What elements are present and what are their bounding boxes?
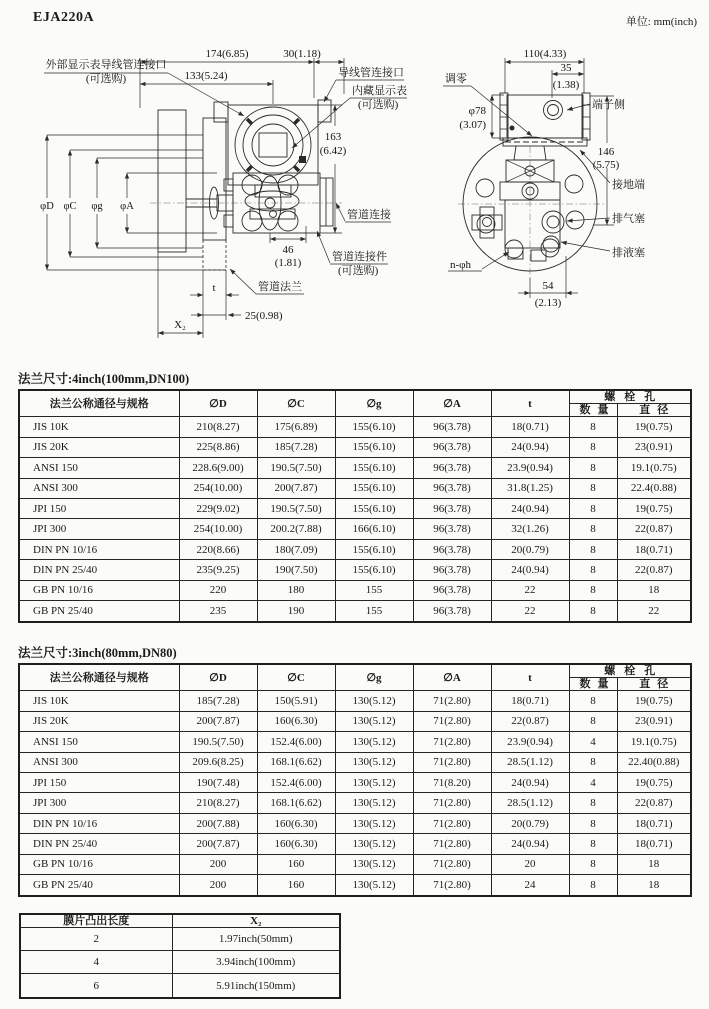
row-label-cell: GB PN 10/16	[19, 854, 179, 874]
page-title: EJA220A	[33, 10, 95, 25]
value-cell: 71(2.80)	[413, 732, 491, 752]
value-cell: 18(0.71)	[491, 417, 569, 437]
value-cell: 8	[569, 834, 617, 854]
row-label-cell: JIS 20K	[19, 437, 179, 457]
label-pipe-adapter: 管道连接件	[332, 251, 387, 263]
value-cell: 130(5.12)	[335, 834, 413, 854]
value-cell: 155	[335, 580, 413, 600]
value-cell: 24(0.94)	[491, 834, 569, 854]
value-cell: 152.4(6.00)	[257, 732, 335, 752]
value-cell: 130(5.12)	[335, 732, 413, 752]
dim-25: 25(0.98)	[245, 310, 283, 322]
value-cell: 19.1(0.75)	[617, 458, 691, 478]
row-label-cell: JPI 150	[19, 773, 179, 793]
row-label-cell: ANSI 150	[19, 732, 179, 752]
row-label-cell: ANSI 300	[19, 478, 179, 498]
value-cell: 220(8.66)	[179, 539, 257, 559]
value-cell: 160	[257, 854, 335, 874]
value-cell: 18	[617, 875, 691, 896]
value-cell: 130(5.12)	[335, 793, 413, 813]
value-cell: 24	[491, 875, 569, 896]
col-header-d: ∅D	[179, 390, 257, 417]
value-cell: 235	[179, 601, 257, 622]
value-cell: 155(6.10)	[335, 539, 413, 559]
col-header-x2: X₂	[172, 914, 340, 928]
row-label-cell: JIS 10K	[19, 691, 179, 711]
value-cell: 185(7.28)	[257, 437, 335, 457]
dim-146-in: (5.75)	[592, 159, 620, 171]
dim-133: 133(5.24)	[184, 70, 228, 82]
dim-phi78-in: (3.07)	[459, 119, 486, 131]
value-cell: 8	[569, 519, 617, 539]
value-cell: 23(0.91)	[617, 437, 691, 457]
label-zero-adjust: 调零	[445, 73, 467, 85]
col-header-a: ∅A	[413, 664, 491, 691]
dim-110: 110(4.33)	[523, 48, 567, 60]
diaphragm-extension-table-body	[20, 928, 340, 998]
value-cell: 168.1(6.62)	[257, 752, 335, 772]
row-label-cell: JPI 300	[19, 793, 179, 813]
flange-table-3inch	[18, 663, 692, 897]
value-cell: 8	[569, 458, 617, 478]
value-cell: 130(5.12)	[335, 711, 413, 731]
table-row	[19, 519, 691, 539]
dim-54: 54	[542, 280, 554, 292]
value-cell: 24(0.94)	[491, 437, 569, 457]
value-cell: 71(2.80)	[413, 813, 491, 833]
lock-screw	[299, 156, 306, 163]
dim-163: 163	[324, 131, 342, 143]
value-cell: 96(3.78)	[413, 601, 491, 622]
front-view-dimensions	[459, 48, 619, 309]
side-view-callouts	[44, 57, 407, 294]
label-built-in-indicator: 内藏显示表	[352, 85, 407, 97]
diaphragm-extension-table	[19, 913, 341, 999]
value-cell: 23.9(0.94)	[491, 732, 569, 752]
col-header-qty: 数量	[569, 404, 617, 417]
value-cell: 22.4(0.88)	[617, 478, 691, 498]
value-cell: 71(2.80)	[413, 711, 491, 731]
value-cell: 71(2.80)	[413, 793, 491, 813]
label-pipe-flange: 管道法兰	[258, 281, 302, 293]
col-header-c: ∅C	[257, 664, 335, 691]
pipe-flange-plate	[158, 110, 233, 270]
front-manifold	[472, 146, 564, 261]
value-cell: 200(7.87)	[179, 711, 257, 731]
row-label-cell: 4	[20, 951, 172, 974]
side-view-dimensions	[40, 48, 346, 338]
table-row	[19, 478, 691, 498]
value-cell: 254(10.00)	[179, 478, 257, 498]
value-cell: 1.97inch(50mm)	[172, 928, 340, 951]
value-cell: 8	[569, 580, 617, 600]
value-cell: 71(2.80)	[413, 752, 491, 772]
value-cell: 130(5.12)	[335, 854, 413, 874]
value-cell: 180	[257, 580, 335, 600]
table2-title: 法兰尺寸:3inch(80mm,DN80)	[18, 646, 177, 660]
value-cell: 200(7.88)	[179, 813, 257, 833]
value-cell: 20(0.79)	[491, 813, 569, 833]
table-row	[20, 928, 340, 951]
value-cell: 22(0.87)	[617, 560, 691, 580]
transmitter-front-view	[443, 48, 645, 309]
row-label-cell: ANSI 150	[19, 458, 179, 478]
col-header-g: ∅g	[335, 664, 413, 691]
value-cell: 155(6.10)	[335, 560, 413, 580]
value-cell: 152.4(6.00)	[257, 773, 335, 793]
value-cell: 8	[569, 752, 617, 772]
table-row	[19, 601, 691, 622]
value-cell: 19(0.75)	[617, 417, 691, 437]
value-cell: 23(0.91)	[617, 711, 691, 731]
value-cell: 180(7.09)	[257, 539, 335, 559]
flange-table-4inch-body	[19, 417, 691, 622]
dim-phi-c: φC	[63, 201, 77, 212]
value-cell: 22(0.87)	[617, 793, 691, 813]
value-cell: 8	[569, 711, 617, 731]
value-cell: 71(2.80)	[413, 691, 491, 711]
value-cell: 71(2.80)	[413, 854, 491, 874]
value-cell: 18(0.71)	[617, 813, 691, 833]
value-cell: 19(0.75)	[617, 499, 691, 519]
value-cell: 71(8.20)	[413, 773, 491, 793]
table-row	[19, 875, 691, 896]
table-row	[19, 854, 691, 874]
label-external-conduit: 外部显示表导线管连接口	[45, 59, 167, 71]
row-label-cell: 2	[20, 928, 172, 951]
value-cell: 130(5.12)	[335, 691, 413, 711]
value-cell: 130(5.12)	[335, 773, 413, 793]
value-cell: 235(9.25)	[179, 560, 257, 580]
vent-plug	[542, 211, 564, 233]
value-cell: 8	[569, 793, 617, 813]
value-cell: 130(5.12)	[335, 752, 413, 772]
dim-phi-g: φg	[91, 201, 103, 212]
col-header-qty: 数量	[569, 678, 617, 691]
value-cell: 19(0.75)	[617, 773, 691, 793]
dim-phi-a: φA	[120, 201, 134, 212]
value-cell: 190.5(7.50)	[257, 458, 335, 478]
table-row	[19, 437, 691, 457]
table-row	[19, 458, 691, 478]
col-header-a: ∅A	[413, 390, 491, 417]
value-cell: 200(7.87)	[257, 478, 335, 498]
dim-30: 30(1.18)	[283, 48, 321, 60]
value-cell: 31.8(1.25)	[491, 478, 569, 498]
label-pipe-connection: 管道连接	[347, 209, 391, 221]
dim-146: 146	[597, 146, 615, 158]
table-row	[19, 711, 691, 731]
table-row	[20, 951, 340, 974]
dim-46-in: (1.81)	[274, 257, 302, 269]
dim-phi-d: φD	[40, 201, 54, 212]
value-cell: 160(6.30)	[257, 711, 335, 731]
value-cell: 96(3.78)	[413, 499, 491, 519]
row-label-cell: DIN PN 25/40	[19, 834, 179, 854]
value-cell: 19(0.75)	[617, 691, 691, 711]
value-cell: 8	[569, 539, 617, 559]
dim-phi78: φ78	[468, 105, 486, 117]
value-cell: 155	[335, 601, 413, 622]
value-cell: 22	[617, 601, 691, 622]
value-cell: 96(3.78)	[413, 458, 491, 478]
dim-54-in: (2.13)	[534, 297, 562, 309]
value-cell: 160(6.30)	[257, 813, 335, 833]
row-label-cell: DIN PN 10/16	[19, 539, 179, 559]
value-cell: 32(1.26)	[491, 519, 569, 539]
label-vent-plug: 排气塞	[612, 213, 645, 225]
value-cell: 24(0.94)	[491, 773, 569, 793]
value-cell: 220	[179, 580, 257, 600]
value-cell: 210(8.27)	[179, 417, 257, 437]
label-bolt-holes: n-φh	[450, 259, 472, 271]
col-header-diaphragm-length: 膜片凸出长度	[20, 914, 172, 928]
row-label-cell: GB PN 10/16	[19, 580, 179, 600]
table-row	[19, 732, 691, 752]
col-header-t: t	[491, 390, 569, 417]
col-header-dia: 直径	[617, 678, 691, 691]
value-cell: 71(2.80)	[413, 834, 491, 854]
value-cell: 22.40(0.88)	[617, 752, 691, 772]
value-cell: 190	[257, 601, 335, 622]
value-cell: 228.6(9.00)	[179, 458, 257, 478]
table-row	[20, 974, 340, 998]
dim-174: 174(6.85)	[205, 48, 249, 60]
value-cell: 96(3.78)	[413, 560, 491, 580]
col-header-d: ∅D	[179, 664, 257, 691]
row-label-cell: JPI 300	[19, 519, 179, 539]
value-cell: 28.5(1.12)	[491, 793, 569, 813]
zero-adjust-screw	[510, 126, 515, 131]
label-ground-terminal: 接地端	[612, 179, 645, 191]
value-cell: 28.5(1.12)	[491, 752, 569, 772]
value-cell: 22(0.87)	[617, 519, 691, 539]
col-header-bolt-holes: 螺栓孔	[569, 664, 691, 678]
value-cell: 24(0.94)	[491, 560, 569, 580]
value-cell: 168.1(6.62)	[257, 793, 335, 813]
value-cell: 19.1(0.75)	[617, 732, 691, 752]
table1-title: 法兰尺寸:4inch(100mm,DN100)	[18, 372, 190, 386]
row-label-cell: ANSI 300	[19, 752, 179, 772]
row-label-cell: DIN PN 25/40	[19, 560, 179, 580]
value-cell: 200.2(7.88)	[257, 519, 335, 539]
pipe-adapter	[320, 178, 333, 226]
col-header-g: ∅g	[335, 390, 413, 417]
value-cell: 175(6.89)	[257, 417, 335, 437]
value-cell: 96(3.78)	[413, 580, 491, 600]
value-cell: 225(8.86)	[179, 437, 257, 457]
value-cell: 8	[569, 601, 617, 622]
value-cell: 155(6.10)	[335, 437, 413, 457]
table-row	[19, 580, 691, 600]
dimension-drawings	[0, 28, 709, 360]
bolt-hole	[476, 179, 494, 197]
col-header-spec: 法兰公称通径与规格	[19, 664, 179, 691]
value-cell: 71(2.80)	[413, 875, 491, 896]
value-cell: 23.9(0.94)	[491, 458, 569, 478]
value-cell: 8	[569, 691, 617, 711]
table-row	[19, 752, 691, 772]
value-cell: 155(6.10)	[335, 478, 413, 498]
col-header-bolt-holes: 螺栓孔	[569, 390, 691, 404]
table-row	[19, 834, 691, 854]
value-cell: 8	[569, 499, 617, 519]
front-housing	[500, 93, 590, 146]
value-cell: 24(0.94)	[491, 499, 569, 519]
value-cell: 130(5.12)	[335, 875, 413, 896]
label-external-conduit-optional: (可选购)	[85, 73, 127, 85]
value-cell: 8	[569, 417, 617, 437]
value-cell: 22	[491, 580, 569, 600]
table-row	[19, 417, 691, 437]
table-row	[19, 813, 691, 833]
value-cell: 4	[569, 732, 617, 752]
value-cell: 8	[569, 854, 617, 874]
col-header-spec: 法兰公称通径与规格	[19, 390, 179, 417]
value-cell: 200	[179, 854, 257, 874]
value-cell: 155(6.10)	[335, 417, 413, 437]
value-cell: 254(10.00)	[179, 519, 257, 539]
value-cell: 190.5(7.50)	[257, 499, 335, 519]
value-cell: 20(0.79)	[491, 539, 569, 559]
value-cell: 130(5.12)	[335, 813, 413, 833]
label-conduit-connection: 导线管连接口	[338, 67, 404, 79]
row-label-cell: 6	[20, 974, 172, 998]
value-cell: 96(3.78)	[413, 478, 491, 498]
label-drain-plug: 排液塞	[612, 247, 645, 259]
display-window	[259, 133, 287, 157]
value-cell: 18	[617, 854, 691, 874]
value-cell: 8	[569, 560, 617, 580]
dim-163-in: (6.42)	[319, 145, 347, 157]
value-cell: 166(6.10)	[335, 519, 413, 539]
label-terminal-side: 端子侧	[592, 99, 625, 111]
bolt-hole	[565, 175, 583, 193]
row-label-cell: GB PN 25/40	[19, 875, 179, 896]
value-cell: 185(7.28)	[179, 691, 257, 711]
table-row	[19, 539, 691, 559]
value-cell: 209.6(8.25)	[179, 752, 257, 772]
table-row	[19, 499, 691, 519]
value-cell: 18(0.71)	[617, 834, 691, 854]
value-cell: 4	[569, 773, 617, 793]
label-pipe-adapter-optional: (可选购)	[338, 265, 379, 277]
row-label-cell: JPI 150	[19, 499, 179, 519]
value-cell: 96(3.78)	[413, 437, 491, 457]
table-row	[19, 560, 691, 580]
row-label-cell: GB PN 25/40	[19, 601, 179, 622]
unit-label: 单位: mm(inch)	[625, 16, 697, 28]
housing-neck	[245, 185, 299, 219]
terminal-port	[544, 101, 563, 120]
value-cell: 8	[569, 813, 617, 833]
value-cell: 96(3.78)	[413, 539, 491, 559]
value-cell: 150(5.91)	[257, 691, 335, 711]
value-cell: 8	[569, 437, 617, 457]
value-cell: 155(6.10)	[335, 499, 413, 519]
flange-table-4inch	[18, 389, 692, 623]
dim-x2: X₂	[174, 319, 186, 331]
flange-table-3inch-body	[19, 691, 691, 896]
col-header-c: ∅C	[257, 390, 335, 417]
value-cell: 5.91inch(150mm)	[172, 974, 340, 998]
value-cell: 229(9.02)	[179, 499, 257, 519]
value-cell: 200	[179, 875, 257, 896]
dim-35-in: (1.38)	[552, 79, 580, 91]
value-cell: 155(6.10)	[335, 458, 413, 478]
value-cell: 18	[617, 580, 691, 600]
value-cell: 210(8.27)	[179, 793, 257, 813]
value-cell: 96(3.78)	[413, 519, 491, 539]
row-label-cell: JIS 20K	[19, 711, 179, 731]
value-cell: 8	[569, 478, 617, 498]
dim-46: 46	[282, 244, 294, 256]
table-row	[19, 773, 691, 793]
value-cell: 190.5(7.50)	[179, 732, 257, 752]
col-header-dia: 直径	[617, 404, 691, 417]
value-cell: 22	[491, 601, 569, 622]
value-cell: 160	[257, 875, 335, 896]
value-cell: 160(6.30)	[257, 834, 335, 854]
value-cell: 22(0.87)	[491, 711, 569, 731]
dim-t: t	[212, 282, 216, 294]
col-header-t: t	[491, 664, 569, 691]
row-label-cell: JIS 10K	[19, 417, 179, 437]
value-cell: 3.94inch(100mm)	[172, 951, 340, 974]
value-cell: 200(7.87)	[179, 834, 257, 854]
value-cell: 8	[569, 875, 617, 896]
value-cell: 20	[491, 854, 569, 874]
electronics-housing	[214, 100, 331, 185]
table-row	[19, 793, 691, 813]
value-cell: 96(3.78)	[413, 417, 491, 437]
transmitter-side-view	[40, 48, 407, 338]
table-row	[19, 691, 691, 711]
value-cell: 18(0.71)	[617, 539, 691, 559]
label-built-in-indicator-optional: (可选购)	[358, 99, 399, 111]
dim-35: 35	[560, 62, 572, 74]
value-cell: 190(7.50)	[257, 560, 335, 580]
value-cell: 190(7.48)	[179, 773, 257, 793]
row-label-cell: DIN PN 10/16	[19, 813, 179, 833]
value-cell: 18(0.71)	[491, 691, 569, 711]
